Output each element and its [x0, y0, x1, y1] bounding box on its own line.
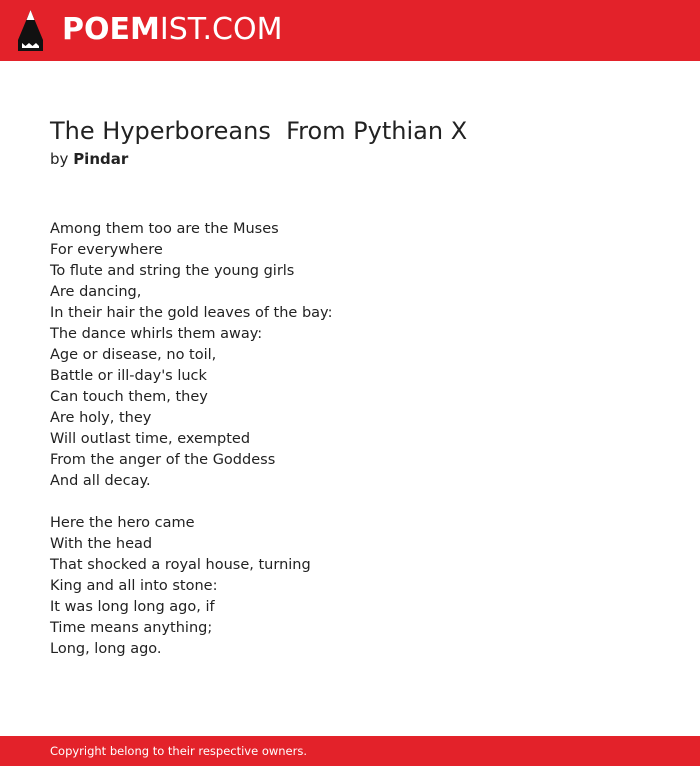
poem-line: Time means anything;: [50, 620, 213, 636]
poem-line: In their hair the gold leaves of the bay:: [50, 305, 333, 321]
poem-line: Age or disease, no toil,: [50, 347, 217, 363]
poem-line: Will outlast time, exempted: [50, 431, 251, 447]
poem-line: It was long long ago, if: [50, 599, 215, 615]
poem-body: [50, 219, 332, 681]
poem-line: Are holy, they: [50, 410, 152, 426]
poem-line: And all decay.: [50, 473, 151, 489]
poem-line: For everywhere: [50, 242, 163, 258]
poem-line: From the anger of the Goddess: [50, 452, 276, 468]
site-footer: [0, 736, 700, 766]
poem-line: King and all into stone:: [50, 578, 218, 594]
author-name: Pindar: [73, 150, 129, 168]
poem-line: Can touch them, they: [50, 389, 208, 405]
site-logo[interactable]: [62, 13, 282, 47]
copyright-notice: Copyright belong to their respective owners.: [50, 744, 308, 758]
logo-text-light: IST.COM: [159, 12, 283, 47]
poem-line: Here the hero came: [50, 515, 195, 531]
pencil-icon[interactable]: [18, 10, 43, 51]
stanza: [50, 219, 332, 492]
poem-line: Are dancing,: [50, 284, 142, 300]
poem-line: That shocked a royal house, turning: [50, 557, 311, 573]
poem-line: To flute and string the young girls: [50, 263, 295, 279]
poem-line: The dance whirls them away:: [50, 326, 263, 342]
logo-text-strong: POEM: [62, 12, 160, 47]
byline: [50, 149, 128, 169]
poem-title: The Hyperboreans From Pythian X: [50, 117, 468, 145]
poem-line: Long, long ago.: [50, 641, 162, 657]
stanza: [50, 513, 332, 660]
poem-line: With the head: [50, 536, 153, 552]
by-label: by: [50, 150, 69, 168]
site-header: [0, 0, 700, 61]
poem-line: Among them too are the Muses: [50, 221, 279, 237]
poem-line: Battle or ill-day's luck: [50, 368, 207, 384]
